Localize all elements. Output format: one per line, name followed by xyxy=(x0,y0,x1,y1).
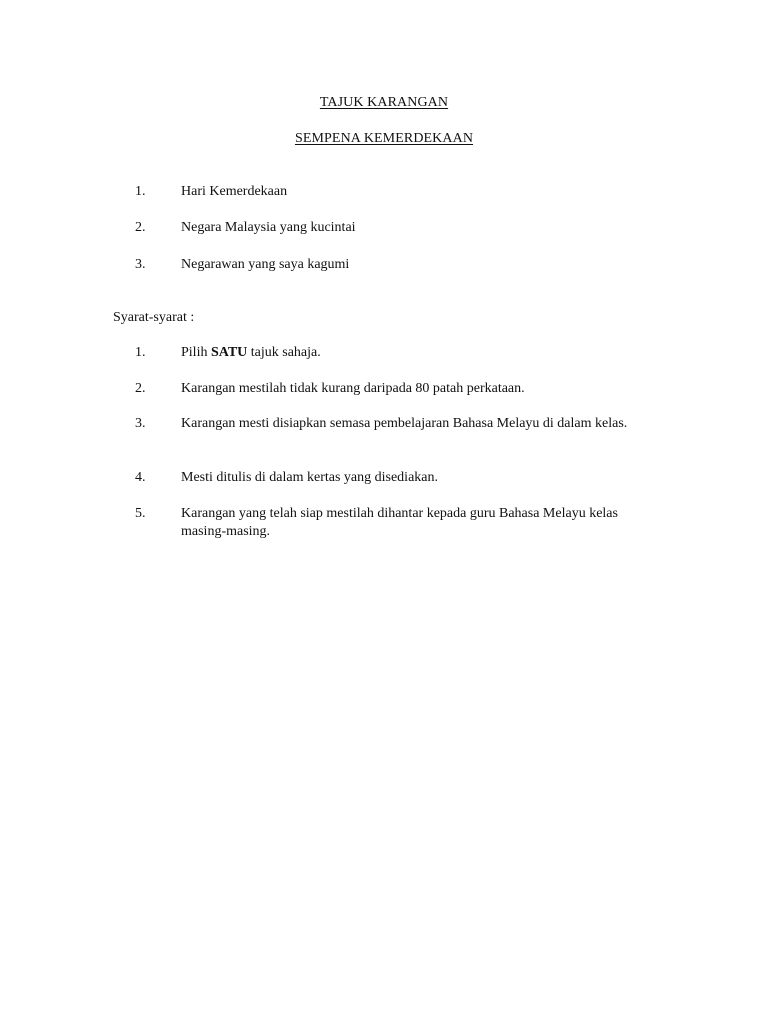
condition-number: 5. xyxy=(135,506,146,521)
condition-text-bold: SATU xyxy=(210,345,248,360)
condition-text: Mesti ditulis di dalam kertas yang disediakan. xyxy=(181,470,439,485)
conditions-label: Syarat-syarat : xyxy=(113,310,195,325)
condition-text: Karangan mestilah tidak kurang daripada 80 patah perkataan. xyxy=(181,381,525,396)
topic-number: 2. xyxy=(135,220,146,235)
topic-number: 3. xyxy=(135,257,146,272)
topic-text: Hari Kemerdekaan xyxy=(181,184,288,199)
condition-number: 1. xyxy=(135,345,146,360)
topic-text: Negara Malaysia yang kucintai xyxy=(181,220,356,235)
condition-number: 4. xyxy=(135,470,146,485)
condition-text-after: tajuk sahaja. xyxy=(247,345,321,360)
condition-text: Karangan yang telah siap mestilah dihantar kepada guru Bahasa Melayu kelas masing-masing. xyxy=(181,506,618,539)
topic-number: 1. xyxy=(135,184,146,199)
document-subtitle: SEMPENA KEMERDEKAAN xyxy=(294,131,474,146)
condition-number: 3. xyxy=(135,416,146,431)
condition-text: Karangan mesti disiapkan semasa pembelajaran Bahasa Melayu di dalam kelas. xyxy=(181,416,628,431)
condition-text-before: Pilih xyxy=(181,345,211,360)
condition-number: 2. xyxy=(135,381,146,396)
document-title: TAJUK KARANGAN xyxy=(319,95,449,110)
topic-text: Negarawan yang saya kagumi xyxy=(181,257,350,272)
condition-text xyxy=(181,344,661,362)
